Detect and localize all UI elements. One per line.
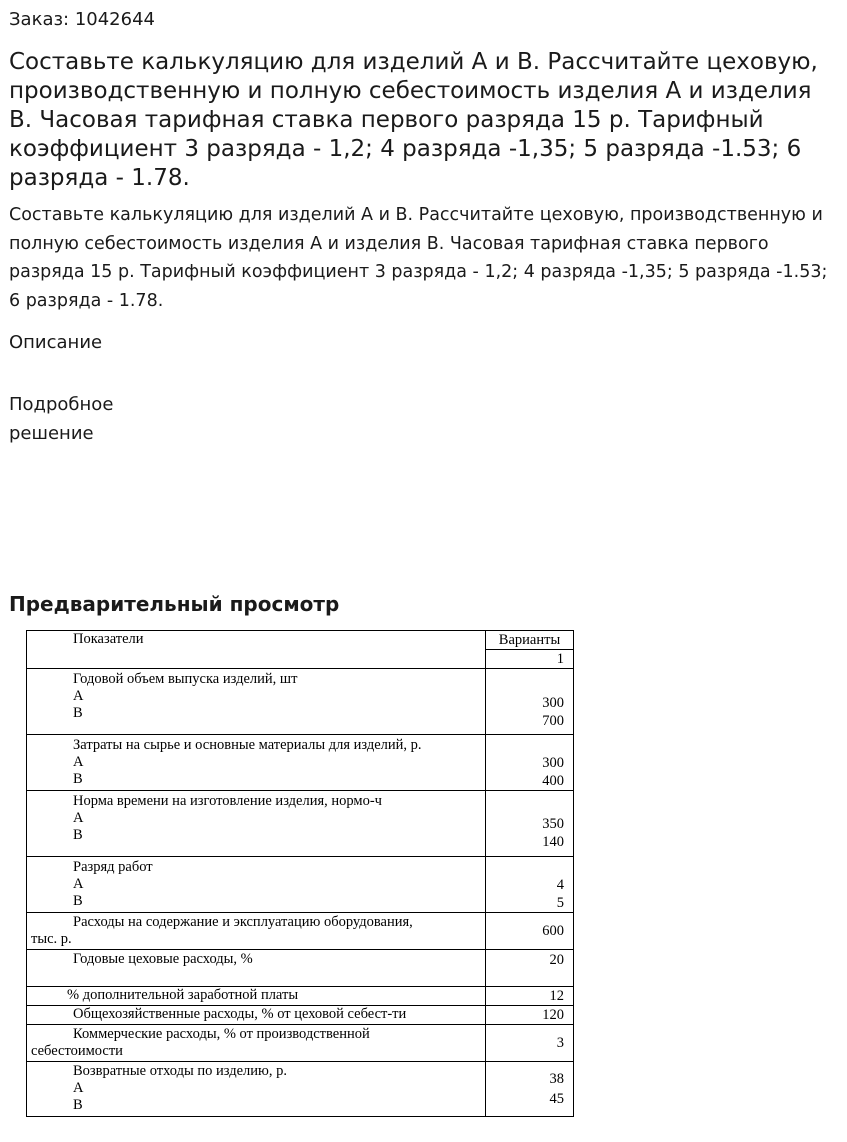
additional-wage-value-cell bbox=[486, 987, 574, 1006]
annual-output-val-b: 700 bbox=[542, 713, 564, 729]
header-indicators-cell bbox=[27, 631, 486, 669]
shop-expenses-label-cell bbox=[27, 950, 486, 987]
annual-output-a: А bbox=[73, 688, 84, 704]
materials-a: А bbox=[73, 754, 84, 770]
commercial-value: 3 bbox=[556, 1035, 564, 1051]
table-row bbox=[27, 987, 574, 1006]
table-row bbox=[27, 950, 574, 987]
grade-values-cell bbox=[486, 857, 574, 913]
table-row bbox=[27, 669, 574, 735]
additional-wage-label-cell bbox=[27, 987, 486, 1006]
header-variants: Варианты bbox=[498, 632, 561, 648]
materials-label-cell bbox=[27, 735, 486, 791]
time-norm-b: В bbox=[73, 827, 83, 843]
materials-val-b: 400 bbox=[542, 773, 564, 789]
shop-expenses-label: Годовые цеховые расходы, % bbox=[73, 951, 253, 967]
description-label: Описание bbox=[9, 332, 103, 353]
time-norm-values-cell bbox=[486, 791, 574, 857]
materials-values-cell bbox=[486, 735, 574, 791]
annual-output-label-cell bbox=[27, 669, 486, 735]
shop-expenses-value: 20 bbox=[549, 952, 564, 968]
annual-output-values-cell bbox=[486, 669, 574, 735]
detailed-solution-label-line-2: решение bbox=[9, 423, 94, 444]
time-norm-val-a: 350 bbox=[542, 816, 564, 832]
time-norm-label-cell bbox=[27, 791, 486, 857]
time-norm-a: А bbox=[73, 810, 84, 826]
table-header-row bbox=[27, 631, 574, 650]
annual-output-b: В bbox=[73, 705, 83, 721]
shop-expenses-value-cell bbox=[486, 950, 574, 987]
returnable-waste-b: В bbox=[73, 1097, 83, 1113]
equipment-label-line-2: тыс. р. bbox=[31, 931, 72, 947]
grade-label: Разряд работ bbox=[73, 859, 153, 875]
table-row bbox=[27, 735, 574, 791]
commercial-label-line-2: себестоимости bbox=[31, 1043, 123, 1059]
returnable-waste-val-b: 45 bbox=[549, 1091, 564, 1107]
returnable-waste-a: А bbox=[73, 1080, 84, 1096]
grade-val-a: 4 bbox=[556, 877, 564, 893]
table-row bbox=[27, 913, 574, 950]
task-title: Составьте калькуляцию для изделий А и В. Рассчитайте цеховую, производственную и полную себестоимость изделия А и изделия В. Часовая тарифная ставка первого разряда 15 р. Тарифный коэффициент 3 разряда - 1,2; 4 разряда -1,35; 5 разряда -1.53; 6 разряда - 1.78. bbox=[9, 49, 818, 191]
general-expenses-label: Общехозяйственные расходы, % от цеховой себест-ти bbox=[73, 1006, 407, 1022]
time-norm-val-b: 140 bbox=[542, 834, 564, 850]
variant-number-cell bbox=[486, 650, 574, 669]
additional-wage-value: 12 bbox=[549, 988, 564, 1004]
commercial-value-cell bbox=[486, 1025, 574, 1062]
general-expenses-value: 120 bbox=[542, 1007, 564, 1023]
annual-output-val-a: 300 bbox=[542, 695, 564, 711]
grade-b: В bbox=[73, 893, 83, 909]
table-row bbox=[27, 791, 574, 857]
equipment-value: 600 bbox=[542, 923, 564, 939]
table-row bbox=[27, 1006, 574, 1025]
task-description: Составьте калькуляцию для изделий А и В. Рассчитайте цеховую, производственную и полную себестоимость изделия А и изделия В. Часовая тарифная ставка первого разряда 15 р. Тарифный коэффициент 3 разряда - 1,2; 4 разряда -1,35; 5 разряда -1.53; 6 разряда - 1.78. bbox=[9, 205, 828, 311]
equipment-value-cell bbox=[486, 913, 574, 950]
materials-b: В bbox=[73, 771, 83, 787]
detailed-solution-label bbox=[9, 390, 113, 448]
general-expenses-value-cell bbox=[486, 1006, 574, 1025]
grade-val-b: 5 bbox=[556, 895, 564, 911]
additional-wage-label: % дополнительной заработной платы bbox=[67, 987, 299, 1003]
returnable-waste-val-a: 38 bbox=[549, 1071, 564, 1087]
table-row bbox=[27, 1025, 574, 1062]
preview-table bbox=[26, 630, 574, 1117]
commercial-label-line-1: Коммерческие расходы, % от производственной bbox=[73, 1026, 370, 1042]
materials-label: Затраты на сырье и основные материалы для изделий, р. bbox=[73, 737, 422, 753]
materials-val-a: 300 bbox=[542, 755, 564, 771]
variant-number: 1 bbox=[556, 651, 564, 667]
commercial-label-cell bbox=[27, 1025, 486, 1062]
grade-label-cell bbox=[27, 857, 486, 913]
returnable-waste-label: Возвратные отходы по изделию, р. bbox=[73, 1063, 288, 1079]
time-norm-label: Норма времени на изготовление изделия, нормо-ч bbox=[73, 793, 382, 809]
header-variants-cell bbox=[486, 631, 574, 650]
preview-title: Предварительный просмотр bbox=[9, 592, 340, 616]
returnable-waste-values-cell bbox=[486, 1062, 574, 1117]
annual-output-label: Годовой объем выпуска изделий, шт bbox=[73, 671, 298, 687]
returnable-waste-label-cell bbox=[27, 1062, 486, 1117]
table-row bbox=[27, 857, 574, 913]
order-number: Заказ: 1042644 bbox=[9, 9, 155, 30]
equipment-label-line-1: Расходы на содержание и эксплуатацию оборудования, bbox=[73, 914, 413, 930]
grade-a: А bbox=[73, 876, 84, 892]
detailed-solution-label-line-1: Подробное bbox=[9, 394, 114, 415]
header-indicators: Показатели bbox=[73, 631, 144, 647]
general-expenses-label-cell bbox=[27, 1006, 486, 1025]
table-row bbox=[27, 1062, 574, 1117]
equipment-label-cell bbox=[27, 913, 486, 950]
